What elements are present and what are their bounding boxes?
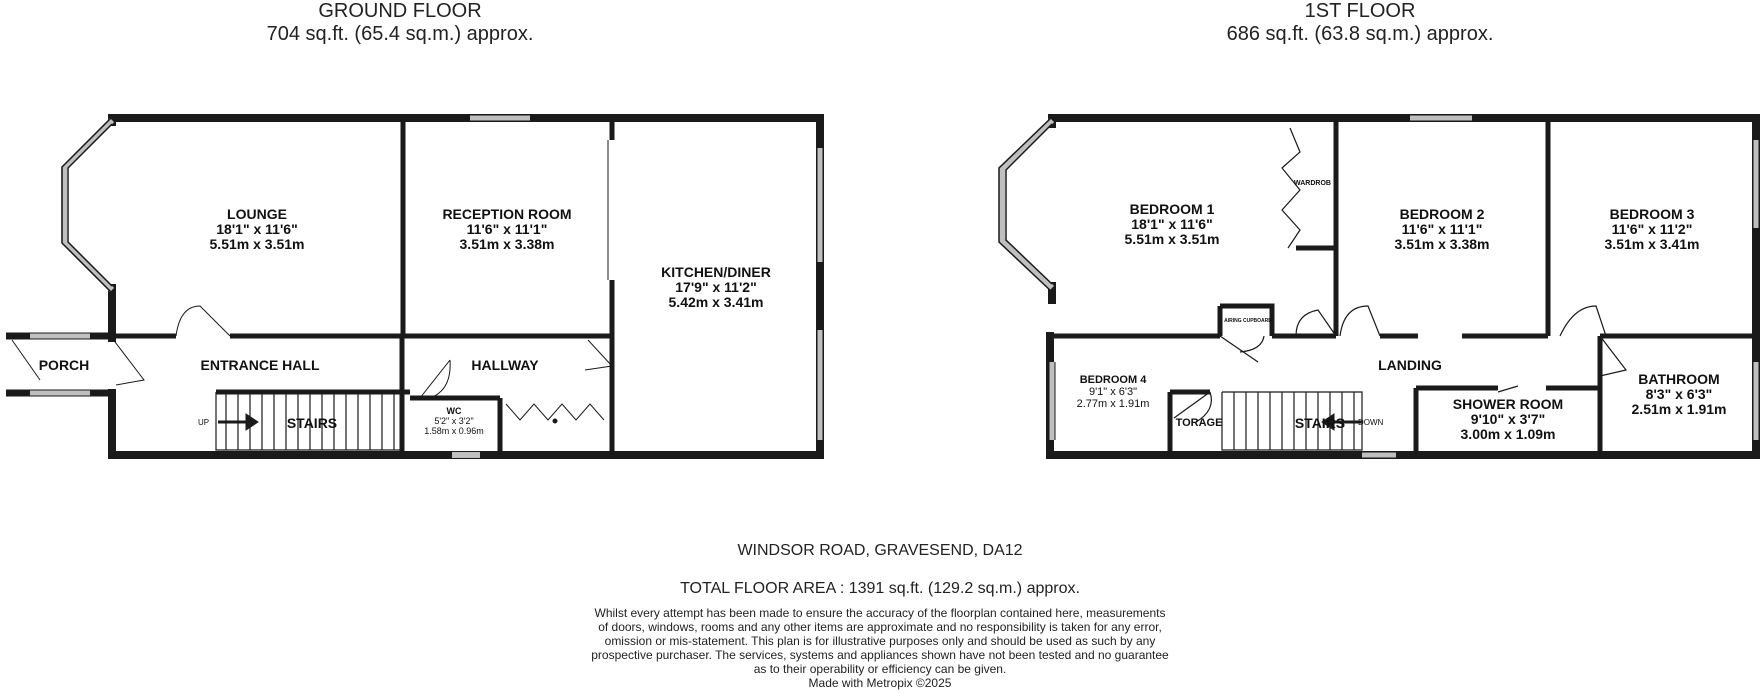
kitchen-metric: 5.42m x 3.41m [668,294,764,310]
bedroom1-name: BEDROOM 1 [1129,201,1215,217]
stairs-up-label [198,418,209,427]
bedroom4-metric: 2.77m x 1.91m [1076,398,1150,410]
landing-name: LANDING [1378,357,1442,373]
wardrobe-label [1294,180,1331,187]
lounge-metric: 5.51m x 3.51m [209,236,305,252]
bedroom3-metric: 3.51m x 3.41m [1604,236,1700,252]
kitchen-name: KITCHEN/DINER [661,264,771,280]
bedroom1-imperial: 18'1" x 11'6" [1131,216,1213,232]
disclaimer-line: omission or mis-statement. This plan is for illustrative purposes only and should be used as such by any [604,634,1156,648]
first-stairs-label [1290,416,1350,431]
metropix-credit: Made with Metropix ©2025 [808,676,952,690]
shower-name: SHOWER ROOM [1452,396,1564,412]
bedroom3-imperial: 11'6" x 11'2" [1611,221,1693,237]
airing-cupboard-label [1224,318,1272,324]
shower-metric: 3.00m x 1.09m [1460,426,1556,442]
ground-stairs-name: STAIRS [286,415,338,431]
first-stairs-name: STAIRS [1294,415,1346,431]
disclaimer-line: Whilst every attempt has been made to ensure the accuracy of the floorplan contained here, measurements [594,606,1166,620]
wardrobe-name: WARDROB [1294,180,1331,187]
property-address: WINDSOR ROAD, GRAVESEND, DA12 [737,542,1023,559]
stairs-up-text: UP [198,418,210,427]
room-reception [403,207,611,252]
total-floor-area: TOTAL FLOOR AREA : 1391 sq.ft. (129.2 sq.m.) approx. [680,580,1080,597]
stairs-down-text: DOWN [1358,418,1384,427]
shower-imperial: 9'10" x 3'7" [1470,411,1546,427]
ground-floor-area: 704 sq.ft. (65.4 sq.m.) approx. [266,23,534,45]
bedroom2-metric: 3.51m x 3.38m [1394,236,1490,252]
hallway-name: HALLWAY [471,357,539,373]
room-landing [1360,358,1460,373]
reception-name: RECEPTION ROOM [442,206,572,222]
wc-imperial: 5'2" x 3'2" [434,416,474,426]
disclaimer-line: of doors, windows, rooms and any other items are approximate and no responsibility is taken for any error, [598,620,1162,634]
room-entrance-hall [180,358,340,373]
room-bedroom2 [1338,207,1546,252]
bedroom4-name: BEDROOM 4 [1079,374,1147,386]
room-kitchen [612,265,820,310]
lounge-name: LOUNGE [227,206,287,222]
storage-name: TORAGE [1175,417,1223,429]
wc-metric: 1.58m x 0.96m [424,426,484,436]
room-bedroom1 [1052,202,1292,247]
entrance-hall-name: ENTRANCE HALL [200,357,320,373]
bathroom-imperial: 8'3" x 6'3" [1645,386,1713,402]
airing-cupboard-name: AIRING CUPBOARD [1224,318,1272,324]
kitchen-imperial: 17'9" x 11'2" [675,279,757,295]
room-lounge [112,207,402,252]
room-bedroom4 [1058,374,1168,410]
first-floor-area: 686 sq.ft. (63.8 sq.m.) approx. [1226,23,1494,45]
bathroom-name: BATHROOM [1638,371,1720,387]
bedroom2-name: BEDROOM 2 [1399,206,1485,222]
room-storage [1174,417,1224,429]
stairs-down-label [1358,418,1383,427]
bedroom2-imperial: 11'6" x 11'1" [1401,221,1483,237]
room-wc [408,406,500,436]
room-shower [1418,397,1598,442]
room-hallway [460,358,550,373]
ground-stairs-label [282,416,342,431]
disclaimer-line: as to their operability or efficiency can be given. [753,662,1007,676]
disclaimer [480,606,1280,690]
reception-imperial: 11'6" x 11'1" [466,221,548,237]
disclaimer-line: prospective purchaser. The services, systems and appliances shown have not been tested and no guarantee [591,648,1169,662]
bedroom1-metric: 5.51m x 3.51m [1124,231,1220,247]
wc-name: WC [446,406,462,416]
ground-floor-title: GROUND FLOOR [318,0,482,22]
lounge-imperial: 18'1" x 11'6" [216,221,298,237]
room-porch [34,358,94,373]
room-bedroom3 [1550,207,1754,252]
porch-name: PORCH [38,357,90,373]
reception-metric: 3.51m x 3.38m [459,236,555,252]
bedroom4-imperial: 9'1" x 6'3" [1088,386,1138,398]
bedroom3-name: BEDROOM 3 [1609,206,1695,222]
bathroom-metric: 2.51m x 1.91m [1631,401,1727,417]
first-floor-title: 1ST FLOOR [1304,0,1416,22]
room-bathroom [1602,372,1756,417]
